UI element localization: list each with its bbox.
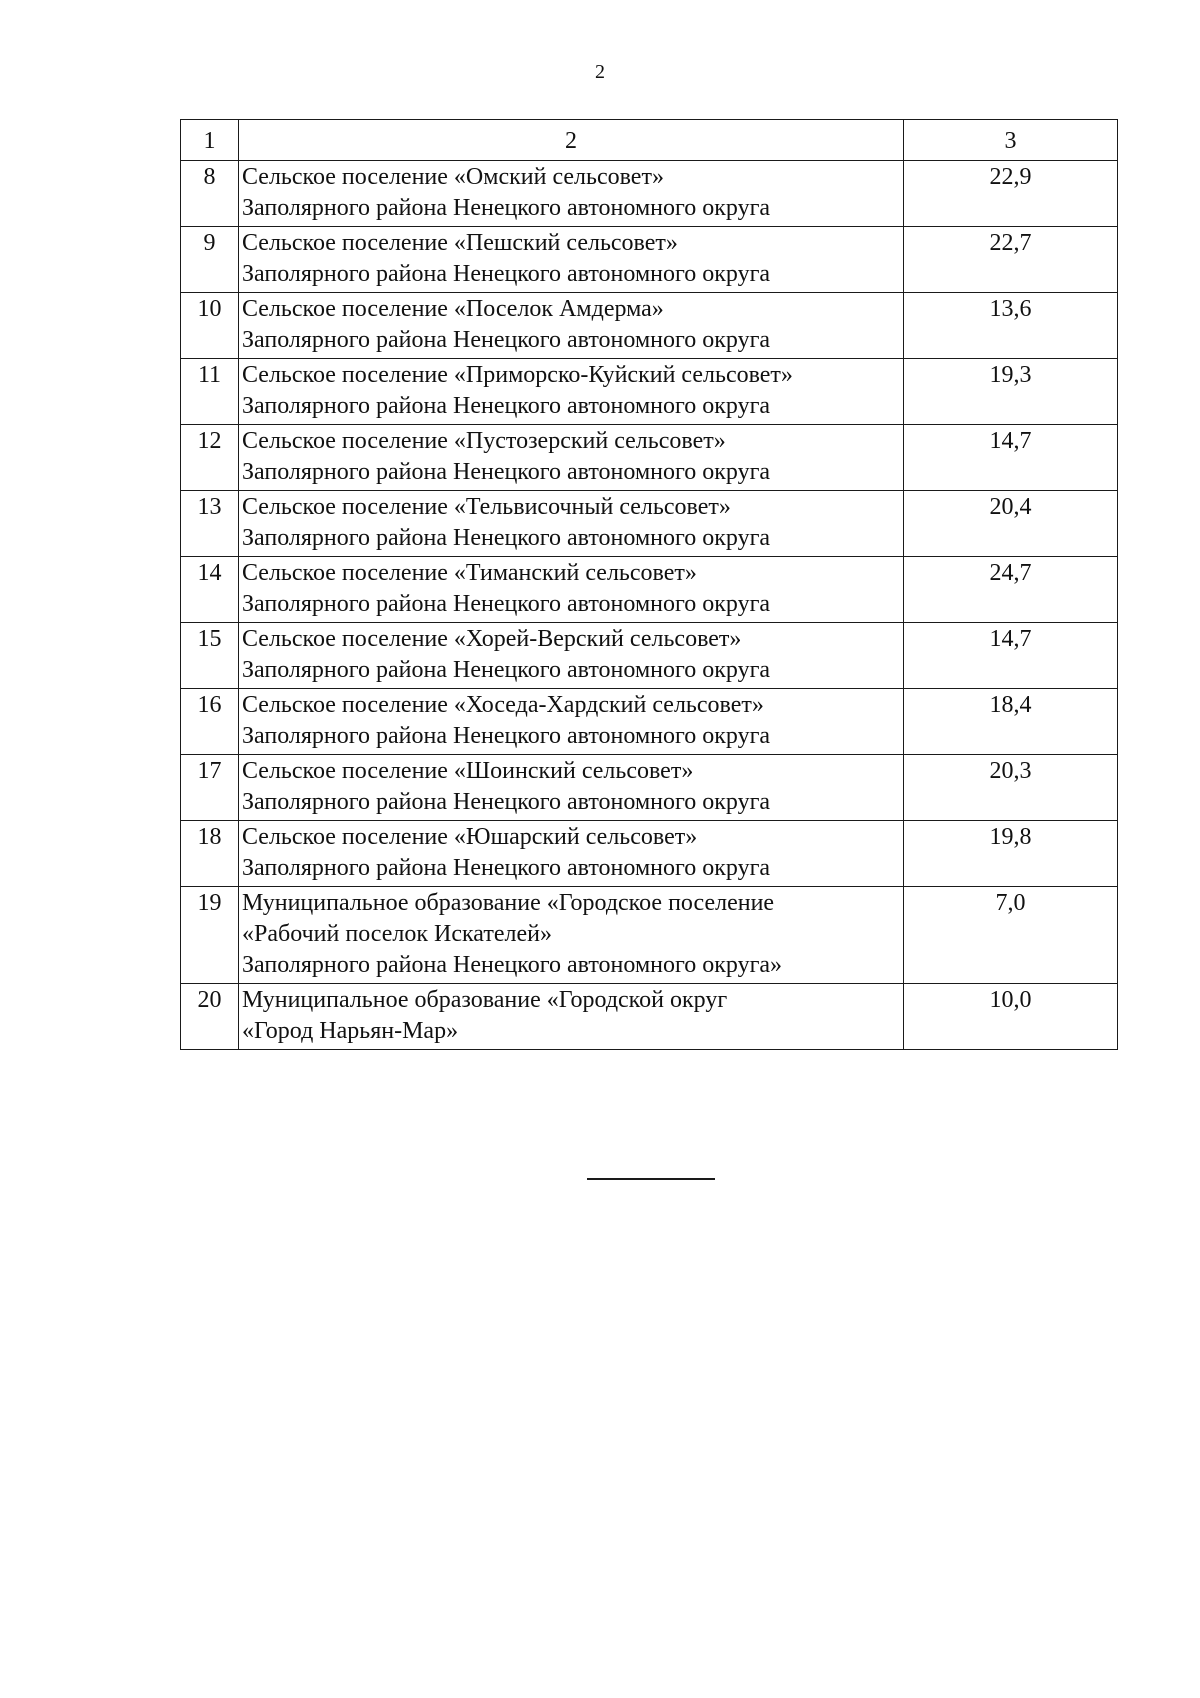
row-number: 17 <box>181 755 239 821</box>
table-header-row <box>181 120 1118 161</box>
row-value: 7,0 <box>904 887 1118 984</box>
row-number: 16 <box>181 689 239 755</box>
row-number: 13 <box>181 491 239 557</box>
table-row <box>181 557 1118 623</box>
municipality-name-line: Заполярного района Ненецкого автономного округа <box>242 657 771 683</box>
municipality-name-line: Сельское поселение «Шоинский сельсовет» <box>242 758 694 784</box>
municipality-name <box>239 359 904 425</box>
municipality-name-line: Сельское поселение «Поселок Амдерма» <box>242 296 664 322</box>
table-row <box>181 425 1118 491</box>
row-number: 10 <box>181 293 239 359</box>
municipality-name-line: Заполярного района Ненецкого автономного округа <box>242 855 771 881</box>
municipality-name <box>239 491 904 557</box>
municipality-name <box>239 293 904 359</box>
municipality-name-line: Сельское поселение «Пустозерский сельсовет» <box>242 428 726 454</box>
municipality-name-line: Заполярного района Ненецкого автономного округа <box>242 195 771 221</box>
municipality-name <box>239 623 904 689</box>
municipality-name <box>239 425 904 491</box>
municipality-name-line: Сельское поселение «Пешский сельсовет» <box>242 230 678 256</box>
municipality-name-line: Сельское поселение «Тельвисочный сельсовет» <box>242 494 731 520</box>
table-row <box>181 161 1118 227</box>
row-number: 11 <box>181 359 239 425</box>
municipality-name <box>239 984 904 1050</box>
row-value: 10,0 <box>904 984 1118 1050</box>
end-of-document-rule <box>587 1178 715 1180</box>
municipality-name-line: Сельское поселение «Приморско-Куйский сельсовет» <box>242 362 793 388</box>
settlements-table <box>180 119 1118 1050</box>
municipality-name-line: Заполярного района Ненецкого автономного округа <box>242 393 771 419</box>
municipality-name-line: Сельское поселение «Хорей-Верский сельсовет» <box>242 626 742 652</box>
municipality-name <box>239 689 904 755</box>
row-value: 22,9 <box>904 161 1118 227</box>
row-number: 20 <box>181 984 239 1050</box>
header-col-number: 1 <box>181 120 239 161</box>
table-body <box>181 161 1118 1050</box>
table-row <box>181 491 1118 557</box>
municipality-name-line: Сельское поселение «Омский сельсовет» <box>242 164 664 190</box>
row-number: 18 <box>181 821 239 887</box>
municipality-name-line: Заполярного района Ненецкого автономного округа» <box>242 952 783 978</box>
row-number: 15 <box>181 623 239 689</box>
municipality-name-line: Заполярного района Ненецкого автономного округа <box>242 459 771 485</box>
municipality-name <box>239 557 904 623</box>
row-value: 14,7 <box>904 425 1118 491</box>
municipality-name-line: Заполярного района Ненецкого автономного округа <box>242 525 771 551</box>
row-value: 14,7 <box>904 623 1118 689</box>
municipality-name-line: Заполярного района Ненецкого автономного округа <box>242 261 771 287</box>
table-row <box>181 887 1118 984</box>
row-value: 19,3 <box>904 359 1118 425</box>
municipality-name <box>239 161 904 227</box>
header-col-name: 2 <box>239 120 904 161</box>
municipality-name-line: Заполярного района Ненецкого автономного округа <box>242 789 771 815</box>
municipality-name-line: Заполярного района Ненецкого автономного округа <box>242 327 771 353</box>
row-number: 12 <box>181 425 239 491</box>
municipality-name <box>239 821 904 887</box>
municipality-name-line: «Город Нарьян-Мар» <box>242 1018 459 1044</box>
table-row <box>181 755 1118 821</box>
row-number: 8 <box>181 161 239 227</box>
row-value: 18,4 <box>904 689 1118 755</box>
row-number: 19 <box>181 887 239 984</box>
row-number: 14 <box>181 557 239 623</box>
table-row <box>181 689 1118 755</box>
header-col-value: 3 <box>904 120 1118 161</box>
table-row <box>181 293 1118 359</box>
row-value: 20,4 <box>904 491 1118 557</box>
row-value: 22,7 <box>904 227 1118 293</box>
table-row <box>181 359 1118 425</box>
municipality-name-line: Муниципальное образование «Городской округ <box>242 987 728 1013</box>
municipality-name-line: «Рабочий поселок Искателей» <box>242 921 552 947</box>
table-row <box>181 821 1118 887</box>
municipality-name-line: Сельское поселение «Юшарский сельсовет» <box>242 824 698 850</box>
municipality-name <box>239 227 904 293</box>
municipality-name <box>239 887 904 984</box>
municipality-name <box>239 755 904 821</box>
row-value: 13,6 <box>904 293 1118 359</box>
municipality-name-line: Сельское поселение «Хоседа-Хардский сельсовет» <box>242 692 764 718</box>
municipality-name-line: Сельское поселение «Тиманский сельсовет» <box>242 560 697 586</box>
municipality-name-line: Заполярного района Ненецкого автономного округа <box>242 591 771 617</box>
page-number: 2 <box>595 61 605 83</box>
row-value: 20,3 <box>904 755 1118 821</box>
row-value: 24,7 <box>904 557 1118 623</box>
table-row <box>181 984 1118 1050</box>
municipality-name-line: Заполярного района Ненецкого автономного округа <box>242 723 771 749</box>
table-row <box>181 623 1118 689</box>
table-row <box>181 227 1118 293</box>
municipality-name-line: Муниципальное образование «Городское поселение <box>242 890 775 916</box>
row-number: 9 <box>181 227 239 293</box>
row-value: 19,8 <box>904 821 1118 887</box>
